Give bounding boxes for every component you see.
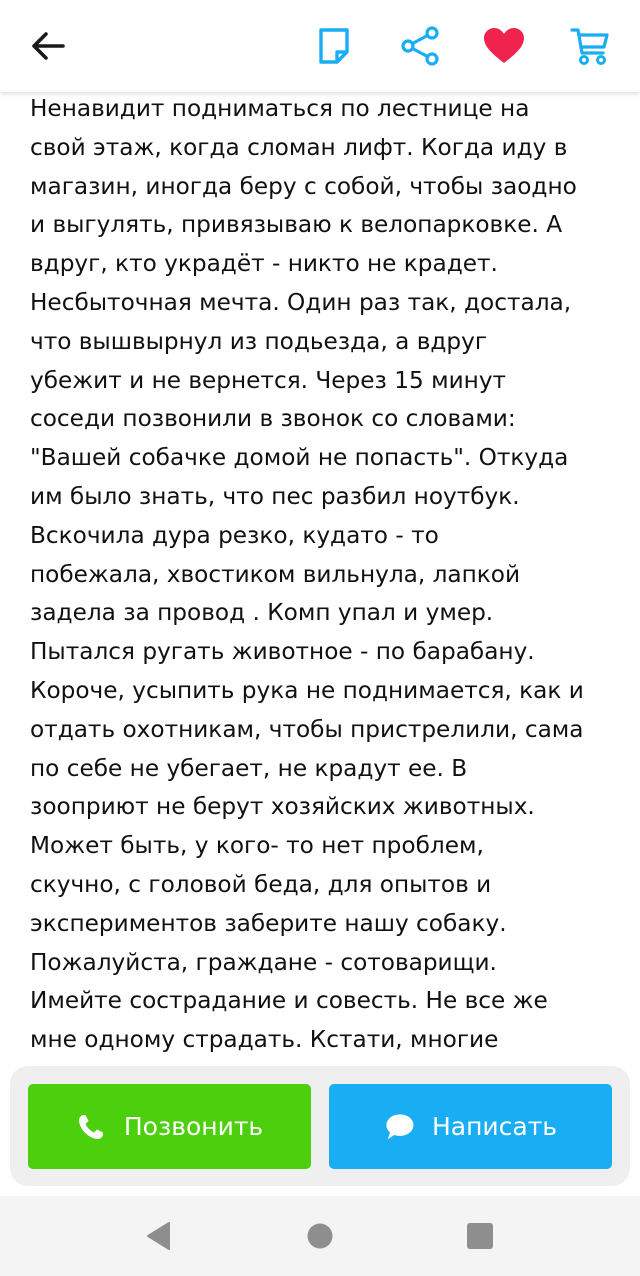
heart-icon [483,27,525,65]
top-app-bar [0,0,640,92]
nav-recents-icon [466,1222,494,1250]
call-button[interactable] [28,1084,311,1169]
write-button-label: Написать [431,1112,558,1141]
chat-bubble-icon [384,1112,414,1142]
description-text: Ненавидит подниматься по лестнице на свой этаж, когда сломан лифт. Когда иду в магазин, иногда беру с собой, чтобы заодно и выгулять, привязываю к велопарковке. А вдруг, кто украдёт - никто не крадет. Несбыточная мечта. Один раз так, достала, что вышвырнул из подьезда, а вдруг убежит и не вернется. Через 15 минут соседи позвонили в звонок со словами: "Вашей собачке домой не попасть". Откуда им было знать, что пес разбил ноутбук. Вскочила дура резко, кудато - то побежала, хвостиком вильнула, лапкой задела за провод . Комп упал и умер. Пытался ругать животное - по барабану. Короче, усыпить рука не поднимается, как и отдать охотникам, чтобы пристрелили, сама по себе не убегает, не крадут ее. В зооприют не берут хозяйских животных. Может быть, у кого- то нет проблем, скучно, с головой беда, для опытов и экспериментов заберите нашу собаку. Пожалуйста, граждане - сотоварищи. Имейте сострадание и совесть. Не все же мне одному страдать. Кстати, многие [30,95,584,1054]
cart-icon [570,26,610,66]
contact-actions-panel [10,1066,630,1186]
cart-button[interactable] [564,20,616,72]
note-icon [318,27,350,65]
phone-icon [76,1112,106,1142]
nav-home-icon [306,1222,334,1250]
write-button[interactable] [329,1084,612,1169]
nav-back-icon [143,1220,173,1252]
system-navigation-bar [0,1196,640,1276]
nav-back-button[interactable] [138,1216,178,1256]
back-button[interactable] [22,20,74,72]
nav-home-button[interactable] [300,1216,340,1256]
arrow-left-icon [31,31,65,61]
description-section [30,90,620,1070]
nav-recents-button[interactable] [460,1216,500,1256]
share-icon [401,26,439,66]
share-button[interactable] [394,20,446,72]
favorite-button[interactable] [478,20,530,72]
note-button[interactable] [308,20,360,72]
call-button-label: Позвонить [123,1112,264,1141]
